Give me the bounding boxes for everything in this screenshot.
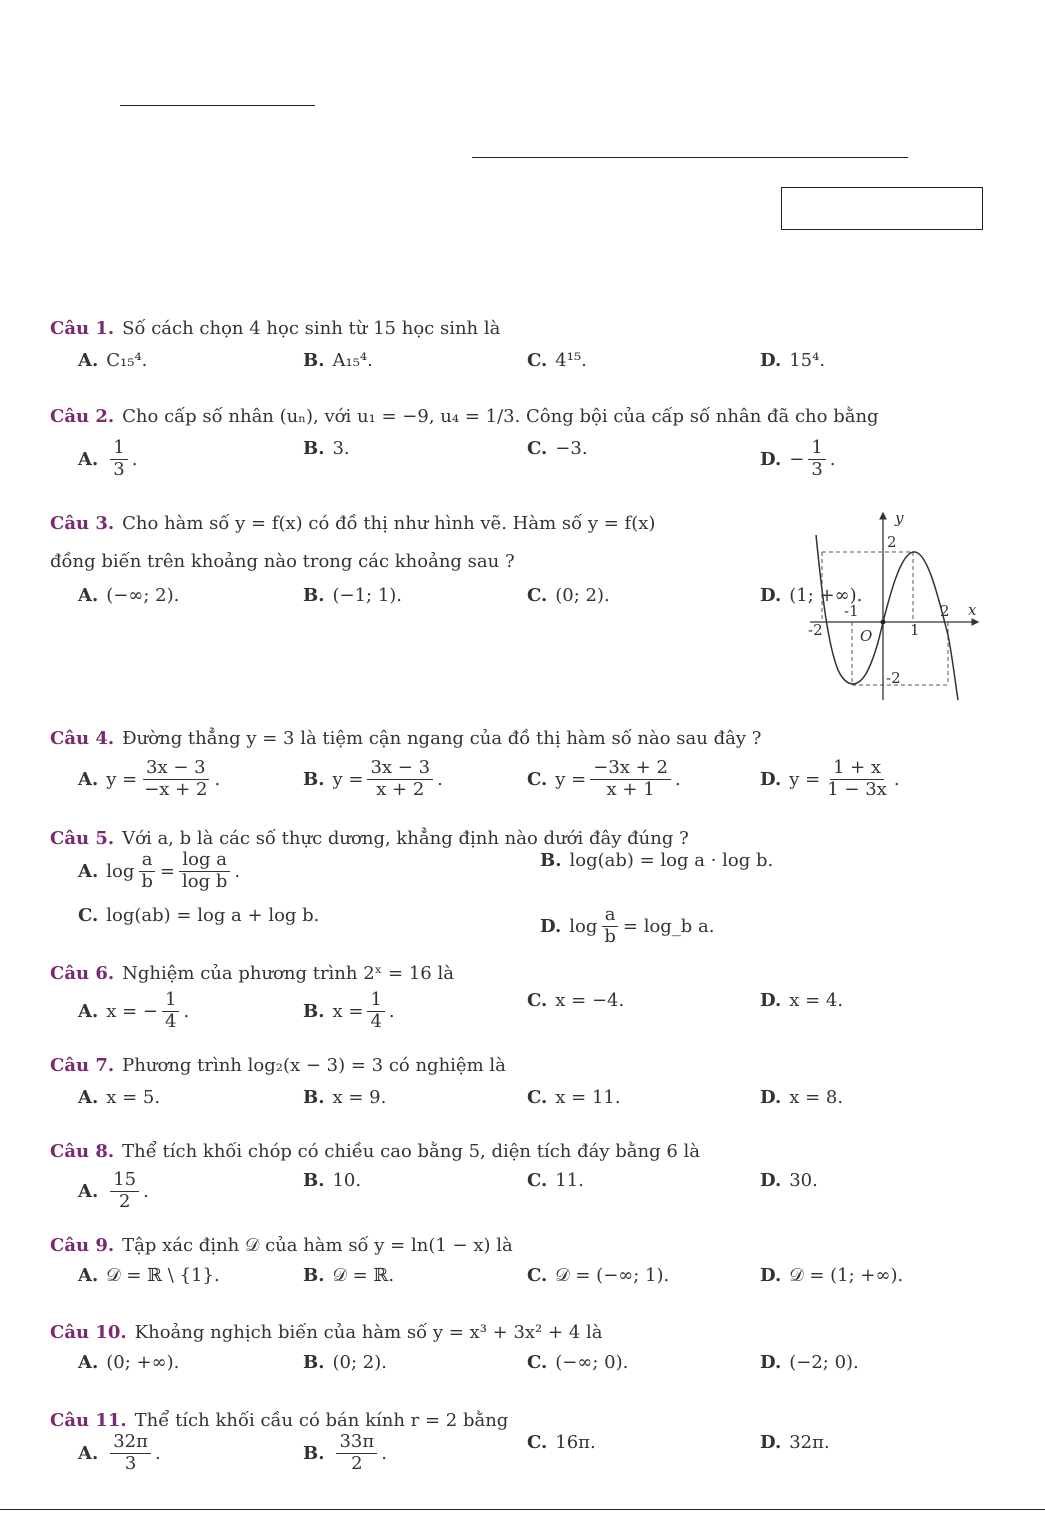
option-label: B. xyxy=(303,1352,325,1373)
question-line xyxy=(50,955,980,993)
denominator: b xyxy=(141,870,153,892)
denominator: 3 xyxy=(811,458,823,480)
option-prefix: y = xyxy=(332,768,364,790)
option-suffix: . xyxy=(388,1000,395,1022)
fraction xyxy=(138,850,156,892)
axis-label-x: x xyxy=(968,601,977,619)
option-suffix: = log_b a. xyxy=(622,915,715,937)
option-label: B. xyxy=(303,1087,325,1108)
fraction xyxy=(367,758,433,800)
option-suffix: . xyxy=(829,448,836,470)
answer-option-d[interactable] xyxy=(760,1352,859,1373)
question-line xyxy=(50,1402,980,1440)
question-line xyxy=(50,720,980,758)
option-suffix: . xyxy=(381,1442,387,1464)
answer-option-a[interactable] xyxy=(78,438,137,480)
denominator: 1 − 3x xyxy=(827,778,887,800)
option-text: 𝒟 = (1; +∞). xyxy=(789,1265,904,1286)
option-label: B. xyxy=(303,1265,325,1286)
answer-option-a[interactable] xyxy=(78,1265,220,1286)
option-prefix: x = − xyxy=(106,1000,158,1022)
option-prefix: log xyxy=(569,915,598,937)
option-text: 11. xyxy=(555,1170,584,1191)
option-label: B. xyxy=(303,350,325,371)
option-text: A₁₅⁴. xyxy=(332,350,373,371)
option-label: A. xyxy=(78,1265,99,1286)
fraction xyxy=(590,758,671,800)
option-text: log(ab) = log a · log b. xyxy=(569,850,774,871)
numerator: 15 xyxy=(110,1170,139,1192)
question-text: Thể tích khối chóp có chiều cao bằng 5, diện tích đáy bằng 6 là xyxy=(122,1141,701,1162)
option-prefix: y = xyxy=(106,768,138,790)
option-text: x = 8. xyxy=(789,1087,844,1108)
exam-code-box xyxy=(781,187,983,230)
answer-option-d[interactable] xyxy=(760,1087,843,1108)
answer-option-b[interactable] xyxy=(303,1432,387,1474)
option-suffix: . xyxy=(131,448,138,470)
answer-option-d[interactable] xyxy=(760,1432,830,1453)
question-line xyxy=(50,1133,980,1171)
denominator: 2 xyxy=(118,1190,131,1212)
denominator: log b xyxy=(181,870,228,892)
option-label: C. xyxy=(527,438,548,459)
question xyxy=(50,820,980,947)
option-text: (0; 2). xyxy=(332,1352,387,1373)
option-text: 𝒟 = (−∞; 1). xyxy=(555,1265,670,1286)
question-label: Câu 10. xyxy=(50,1322,127,1343)
answer-option-a[interactable] xyxy=(78,758,220,800)
option-label: B. xyxy=(303,438,325,459)
option-label: A. xyxy=(78,1000,99,1022)
answer-option-c[interactable] xyxy=(527,990,624,1011)
question-text: Phương trình log₂(x − 3) = 3 có nghiệm là xyxy=(122,1055,506,1076)
question-text: Số cách chọn 4 học sinh từ 15 học sinh là xyxy=(122,318,501,339)
option-label: C. xyxy=(527,350,548,371)
option-prefix: y = xyxy=(555,768,587,790)
option-label: B. xyxy=(303,585,325,606)
answer-option-c[interactable] xyxy=(78,905,319,926)
option-suffix: . xyxy=(183,1000,190,1022)
numerator: 1 xyxy=(110,438,127,460)
option-label: D. xyxy=(760,350,782,371)
denominator: 3 xyxy=(113,458,125,480)
answer-option-c[interactable] xyxy=(527,1170,584,1191)
option-label: A. xyxy=(78,448,99,470)
numerator: 1 xyxy=(162,990,179,1012)
answer-option-a[interactable] xyxy=(78,350,147,371)
numerator: a xyxy=(602,905,619,927)
answer-option-a[interactable] xyxy=(78,990,189,1032)
denominator: x + 2 xyxy=(376,778,425,800)
option-text: 4¹⁵. xyxy=(555,350,587,371)
option-label: D. xyxy=(760,448,782,470)
question xyxy=(50,1227,980,1286)
answer-option-c[interactable] xyxy=(527,1432,596,1453)
answer-option-a[interactable] xyxy=(78,1170,149,1212)
answer-option-b[interactable] xyxy=(303,585,402,606)
numerator: −3x + 2 xyxy=(590,758,671,780)
tick-label: 2 xyxy=(887,533,897,551)
fraction xyxy=(110,1432,151,1474)
option-text: (0; 2). xyxy=(555,585,610,606)
denominator: x + 1 xyxy=(606,778,655,800)
answer-option-b[interactable] xyxy=(303,758,443,800)
option-suffix: . xyxy=(234,860,241,882)
answer-option-b[interactable] xyxy=(303,350,373,371)
option-prefix: log xyxy=(106,860,135,882)
answer-option-c[interactable] xyxy=(527,1265,669,1286)
question xyxy=(50,398,980,480)
option-prefix: y = xyxy=(789,768,821,790)
option-text: x = 4. xyxy=(789,990,844,1011)
question xyxy=(50,1047,980,1108)
option-text: (0; +∞). xyxy=(106,1352,180,1373)
answer-option-c[interactable] xyxy=(527,350,587,371)
option-label: B. xyxy=(303,768,325,790)
option-label: A. xyxy=(78,350,99,371)
question-label: Câu 5. xyxy=(50,828,115,849)
question-line xyxy=(50,1047,980,1085)
answer-option-d[interactable] xyxy=(760,350,825,371)
option-text: x = 9. xyxy=(332,1087,387,1108)
fraction xyxy=(808,438,825,480)
option-label: D. xyxy=(760,1170,782,1191)
tick-label: -2 xyxy=(886,669,901,687)
numerator: a xyxy=(139,850,156,872)
question-label: Câu 4. xyxy=(50,728,115,749)
option-text: (−2; 0). xyxy=(789,1352,859,1373)
option-label: A. xyxy=(78,1442,99,1464)
option-label: D. xyxy=(760,585,782,606)
question-line xyxy=(50,398,980,436)
question-line xyxy=(50,1227,980,1265)
option-suffix: . xyxy=(437,768,443,790)
answer-option-d[interactable] xyxy=(760,438,836,480)
answer-option-c[interactable] xyxy=(527,1087,621,1108)
option-text: 10. xyxy=(332,1170,362,1191)
option-label: A. xyxy=(78,585,99,606)
option-label: A. xyxy=(78,860,99,882)
option-label: D. xyxy=(760,1352,782,1373)
tick-label: -2 xyxy=(808,621,823,639)
option-mid: = xyxy=(159,860,175,882)
answer-option-d[interactable] xyxy=(760,1170,818,1191)
denominator: b xyxy=(604,925,616,947)
fraction xyxy=(367,990,384,1032)
numerator: 3x − 3 xyxy=(367,758,433,780)
denominator: 4 xyxy=(165,1010,177,1032)
option-label: B. xyxy=(303,1170,325,1191)
question-line xyxy=(50,1314,980,1352)
question-text: Đường thẳng y = 3 là tiệm cận ngang của đồ thị hàm số nào sau đây ? xyxy=(122,728,762,749)
answer-option-a[interactable] xyxy=(78,1087,160,1108)
question xyxy=(50,720,980,800)
option-label: D. xyxy=(760,1265,782,1286)
fraction xyxy=(162,990,179,1032)
option-label: C. xyxy=(527,1170,548,1191)
option-suffix: . xyxy=(893,768,900,790)
option-suffix: . xyxy=(214,768,221,790)
fraction xyxy=(141,758,210,800)
fraction xyxy=(110,438,127,480)
option-text: 𝒟 = ℝ \ {1}. xyxy=(106,1265,220,1286)
numerator: 1 xyxy=(808,438,825,460)
option-text: −3. xyxy=(555,438,588,459)
answer-option-b[interactable] xyxy=(540,850,773,871)
answer-option-a[interactable] xyxy=(78,1432,161,1474)
option-label: B. xyxy=(540,850,562,871)
option-label: D. xyxy=(760,1432,782,1453)
option-label: C. xyxy=(527,1352,548,1373)
option-label: C. xyxy=(527,990,548,1011)
option-text: 16π. xyxy=(555,1432,596,1453)
option-label: D. xyxy=(760,768,782,790)
numerator: 32π xyxy=(110,1432,151,1454)
denominator: −x + 2 xyxy=(144,778,208,800)
question-text: Nghiệm của phương trình 2ˣ = 16 là xyxy=(122,963,454,984)
option-label: B. xyxy=(303,1000,325,1022)
option-label: C. xyxy=(527,1087,548,1108)
question-label: Câu 1. xyxy=(50,318,115,339)
option-suffix: . xyxy=(143,1180,149,1202)
denominator: 3 xyxy=(124,1452,137,1474)
option-label: C. xyxy=(527,1265,548,1286)
question-text: Thể tích khối cầu có bán kính r = 2 bằng xyxy=(134,1410,509,1431)
question-label: Câu 9. xyxy=(50,1235,115,1256)
answer-option-b[interactable] xyxy=(303,990,395,1032)
option-suffix: . xyxy=(154,1442,161,1464)
option-label: D. xyxy=(540,915,562,937)
header-rule-right xyxy=(472,157,908,158)
answer-option-b[interactable] xyxy=(303,1265,394,1286)
option-label: C. xyxy=(527,585,548,606)
answer-option-c[interactable] xyxy=(527,438,588,459)
option-text: x = 5. xyxy=(106,1087,161,1108)
option-label: A. xyxy=(78,768,99,790)
option-label: C. xyxy=(527,768,548,790)
answer-option-b[interactable] xyxy=(303,1352,387,1373)
option-prefix: x = xyxy=(332,1000,364,1022)
option-text: 15⁴. xyxy=(789,350,826,371)
axis-label-y: y xyxy=(895,509,904,527)
fraction xyxy=(336,1432,377,1474)
numerator: 1 xyxy=(367,990,384,1012)
answer-option-d[interactable] xyxy=(760,1265,903,1286)
answer-option-b[interactable] xyxy=(303,438,350,459)
question-text: Cho cấp số nhân (uₙ), với u₁ = −9, u₄ = 1/3. Công bội của cấp số nhân đã cho bằng xyxy=(122,406,879,427)
question-text: Cho hàm số y = f(x) có đồ thị như hình vẽ. Hàm số y = f(x) xyxy=(122,513,656,534)
question-label: Câu 11. xyxy=(50,1410,127,1431)
option-label: A. xyxy=(78,1352,99,1373)
header-rule-left xyxy=(120,105,315,106)
fraction xyxy=(110,1170,139,1212)
option-text: (−∞; 2). xyxy=(106,585,180,606)
option-text: C₁₅⁴. xyxy=(106,350,148,371)
option-text: (−1; 1). xyxy=(332,585,403,606)
option-text: (−∞; 0). xyxy=(555,1352,629,1373)
question-text: đồng biến trên khoảng nào trong các khoảng sau ? xyxy=(50,551,515,572)
fraction xyxy=(824,758,890,800)
function-graph xyxy=(800,505,990,705)
answer-option-d[interactable] xyxy=(540,905,715,947)
option-text: 32π. xyxy=(789,1432,830,1453)
numerator: log a xyxy=(179,850,230,872)
option-text: x = 11. xyxy=(555,1087,621,1108)
option-label: D. xyxy=(760,990,782,1011)
question-label: Câu 7. xyxy=(50,1055,115,1076)
question-label: Câu 6. xyxy=(50,963,115,984)
question-label: Câu 2. xyxy=(50,406,115,427)
question xyxy=(50,310,980,371)
option-label: C. xyxy=(527,1432,548,1453)
option-text: 30. xyxy=(789,1170,818,1191)
question xyxy=(50,955,980,1032)
answer-option-c[interactable] xyxy=(527,1352,628,1373)
answer-option-c[interactable] xyxy=(527,758,681,800)
origin-label: O xyxy=(860,627,873,645)
denominator: 2 xyxy=(351,1452,363,1474)
answer-option-a[interactable] xyxy=(78,1352,179,1373)
question-text: Tập xác định 𝒟 của hàm số y = ln(1 − x) là xyxy=(122,1235,513,1256)
answer-option-a[interactable] xyxy=(78,850,240,892)
numerator: 33π xyxy=(336,1432,377,1454)
answer-option-b[interactable] xyxy=(303,1087,386,1108)
question-label: Câu 8. xyxy=(50,1141,115,1162)
option-text: (1; +∞). xyxy=(789,585,863,606)
option-label: C. xyxy=(78,905,99,926)
question-text: Với a, b là các số thực dương, khẳng định nào dưới đây đúng ? xyxy=(122,828,689,849)
numerator: 1 + x xyxy=(830,758,884,780)
question-text: Khoảng nghịch biến của hàm số y = x³ + 3x² + 4 là xyxy=(134,1322,603,1343)
option-text: log(ab) = log a + log b. xyxy=(106,905,320,926)
answer-option-c[interactable] xyxy=(527,585,610,606)
numerator: 3x − 3 xyxy=(143,758,209,780)
option-text: 3. xyxy=(332,438,350,459)
fraction xyxy=(179,850,230,892)
fraction xyxy=(601,905,619,947)
option-text: x = −4. xyxy=(555,990,625,1011)
tick-label: 1 xyxy=(910,621,920,639)
tick-label: -1 xyxy=(844,602,859,620)
tick-label: 2 xyxy=(940,602,950,620)
answer-option-d[interactable] xyxy=(760,990,843,1011)
option-suffix: . xyxy=(674,768,681,790)
answer-option-d[interactable] xyxy=(760,758,900,800)
option-label: A. xyxy=(78,1180,99,1202)
option-label: A. xyxy=(78,1087,99,1108)
question-line xyxy=(50,310,980,348)
footer-rule xyxy=(0,1509,1045,1510)
option-label: D. xyxy=(760,1087,782,1108)
question xyxy=(50,1314,980,1373)
question xyxy=(50,1133,980,1212)
answer-option-b[interactable] xyxy=(303,1170,361,1191)
question-label: Câu 3. xyxy=(50,513,115,534)
answer-option-a[interactable] xyxy=(78,585,179,606)
option-label: B. xyxy=(303,1442,325,1464)
denominator: 4 xyxy=(370,1010,382,1032)
option-prefix: − xyxy=(789,448,805,470)
option-text: 𝒟 = ℝ. xyxy=(332,1265,395,1286)
